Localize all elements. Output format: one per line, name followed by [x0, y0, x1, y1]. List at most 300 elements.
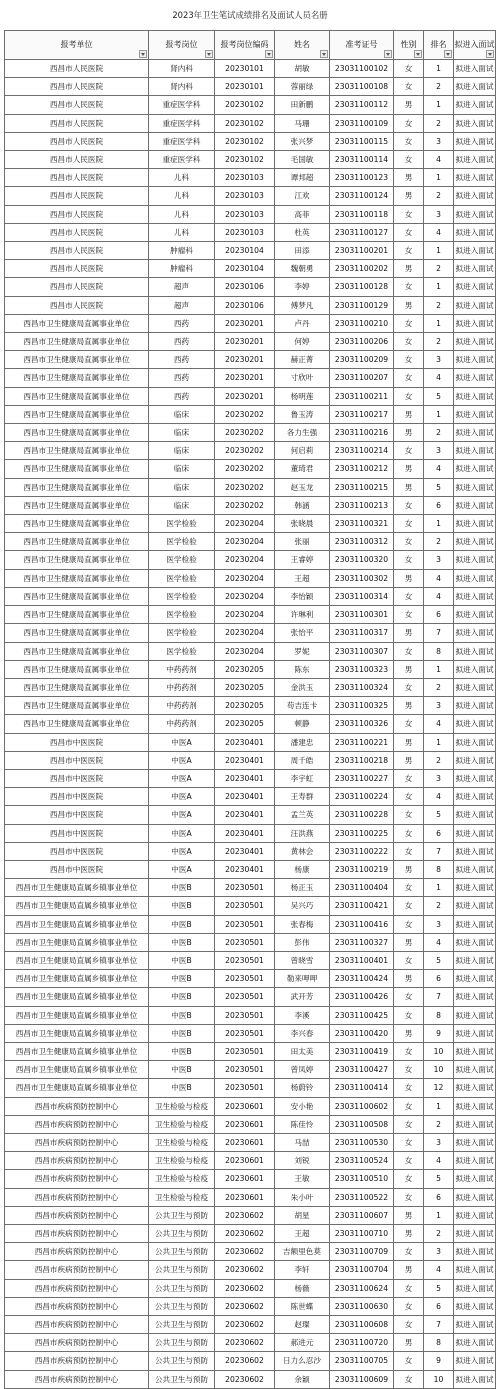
cell-unit[interactable]: 西昌市中医医院: [5, 788, 149, 806]
cell-position-code[interactable]: 20230202: [215, 496, 275, 514]
cell-exam-number[interactable]: 23031100210: [330, 314, 394, 332]
cell-name[interactable]: 马喆: [275, 1133, 330, 1151]
cell-position[interactable]: 肾内科: [149, 60, 215, 78]
cell-gender[interactable]: 男: [394, 424, 424, 442]
cell-gender[interactable]: 男: [394, 1206, 424, 1224]
cell-exam-number[interactable]: 23031100404: [330, 879, 394, 897]
cell-interview[interactable]: 拟进入面试: [454, 187, 496, 205]
cell-rank[interactable]: 4: [424, 715, 454, 733]
cell-position[interactable]: 临床: [149, 405, 215, 423]
cell-unit[interactable]: 西昌市疾病预防控制中心: [5, 1115, 149, 1133]
cell-position-code[interactable]: 20230201: [215, 314, 275, 332]
cell-gender[interactable]: 女: [394, 551, 424, 569]
cell-exam-number[interactable]: 23031100211: [330, 387, 394, 405]
cell-gender[interactable]: 男: [394, 1225, 424, 1243]
cell-position[interactable]: 公共卫生与预防: [149, 1316, 215, 1334]
cell-exam-number[interactable]: 23031100212: [330, 460, 394, 478]
cell-interview[interactable]: 拟进入面试: [454, 697, 496, 715]
filter-dropdown-icon[interactable]: [205, 50, 213, 58]
cell-unit[interactable]: 西昌市卫生健康局直属事业单位: [5, 533, 149, 551]
cell-rank[interactable]: 8: [424, 1334, 454, 1352]
cell-gender[interactable]: 女: [394, 1370, 424, 1388]
cell-name[interactable]: 陈东: [275, 660, 330, 678]
cell-interview[interactable]: 拟进入面试: [454, 151, 496, 169]
cell-name[interactable]: 何启莉: [275, 442, 330, 460]
cell-exam-number[interactable]: 23031100327: [330, 933, 394, 951]
cell-rank[interactable]: 3: [424, 132, 454, 150]
cell-unit[interactable]: 西昌市中医医院: [5, 733, 149, 751]
cell-rank[interactable]: 3: [424, 205, 454, 223]
cell-position[interactable]: 公共卫生与预防: [149, 1334, 215, 1352]
cell-position-code[interactable]: 20230602: [215, 1225, 275, 1243]
cell-gender[interactable]: 女: [394, 587, 424, 605]
cell-position[interactable]: 中医B: [149, 915, 215, 933]
cell-exam-number[interactable]: 23031100102: [330, 60, 394, 78]
cell-name[interactable]: 潘建忠: [275, 733, 330, 751]
cell-interview[interactable]: 拟进入面试: [454, 1079, 496, 1097]
cell-exam-number[interactable]: 23031100609: [330, 1370, 394, 1388]
cell-gender[interactable]: 男: [394, 296, 424, 314]
cell-position[interactable]: 西药: [149, 369, 215, 387]
cell-name[interactable]: 寸欣叶: [275, 369, 330, 387]
cell-position-code[interactable]: 20230204: [215, 587, 275, 605]
cell-position[interactable]: 肾内科: [149, 78, 215, 96]
cell-position[interactable]: 西药: [149, 351, 215, 369]
cell-interview[interactable]: 拟进入面试: [454, 842, 496, 860]
cell-rank[interactable]: 5: [424, 387, 454, 405]
cell-rank[interactable]: 1: [424, 733, 454, 751]
cell-position-code[interactable]: 20230602: [215, 1297, 275, 1315]
cell-name[interactable]: 张丽: [275, 533, 330, 551]
cell-exam-number[interactable]: 23031100416: [330, 915, 394, 933]
cell-position-code[interactable]: 20230401: [215, 806, 275, 824]
cell-interview[interactable]: 拟进入面试: [454, 915, 496, 933]
cell-rank[interactable]: 4: [424, 223, 454, 241]
cell-exam-number[interactable]: 23031100314: [330, 587, 394, 605]
cell-exam-number[interactable]: 23031100414: [330, 1079, 394, 1097]
cell-rank[interactable]: 2: [424, 260, 454, 278]
cell-position[interactable]: 重症医学科: [149, 114, 215, 132]
cell-position-code[interactable]: 20230204: [215, 606, 275, 624]
cell-name[interactable]: 田添: [275, 242, 330, 260]
cell-position[interactable]: 医学检验: [149, 642, 215, 660]
cell-unit[interactable]: 西昌市卫生健康局直属事业单位: [5, 551, 149, 569]
cell-position[interactable]: 中医B: [149, 1024, 215, 1042]
cell-exam-number[interactable]: 23031100218: [330, 751, 394, 769]
cell-position-code[interactable]: 20230103: [215, 205, 275, 223]
cell-position-code[interactable]: 20230501: [215, 988, 275, 1006]
cell-gender[interactable]: 女: [394, 60, 424, 78]
cell-position-code[interactable]: 20230104: [215, 242, 275, 260]
cell-exam-number[interactable]: 23031100302: [330, 569, 394, 587]
cell-unit[interactable]: 西昌市卫生健康局直属乡镇事业单位: [5, 915, 149, 933]
cell-position-code[interactable]: 20230501: [215, 1042, 275, 1060]
cell-exam-number[interactable]: 23031100115: [330, 132, 394, 150]
cell-gender[interactable]: 男: [394, 187, 424, 205]
cell-exam-number[interactable]: 23031100201: [330, 242, 394, 260]
cell-position[interactable]: 医学检验: [149, 624, 215, 642]
cell-rank[interactable]: 8: [424, 642, 454, 660]
cell-position[interactable]: 肿瘤科: [149, 242, 215, 260]
cell-position-code[interactable]: 20230103: [215, 169, 275, 187]
cell-gender[interactable]: 女: [394, 533, 424, 551]
cell-interview[interactable]: 拟进入面试: [454, 1370, 496, 1388]
cell-rank[interactable]: 6: [424, 496, 454, 514]
cell-interview[interactable]: 拟进入面试: [454, 78, 496, 96]
cell-name[interactable]: 陈世蝶: [275, 1297, 330, 1315]
cell-name[interactable]: 赵玉龙: [275, 478, 330, 496]
cell-position-code[interactable]: 20230205: [215, 678, 275, 696]
cell-name[interactable]: 田新鹏: [275, 96, 330, 114]
cell-gender[interactable]: 女: [394, 1115, 424, 1133]
cell-interview[interactable]: 拟进入面试: [454, 296, 496, 314]
cell-unit[interactable]: 西昌市卫生健康局直属事业单位: [5, 387, 149, 405]
cell-gender[interactable]: 女: [394, 515, 424, 533]
cell-position[interactable]: 重症医学科: [149, 96, 215, 114]
cell-name[interactable]: 曾晓雪: [275, 951, 330, 969]
cell-gender[interactable]: 女: [394, 988, 424, 1006]
cell-gender[interactable]: 女: [394, 1097, 424, 1115]
cell-gender[interactable]: 女: [394, 842, 424, 860]
cell-name[interactable]: 傅梦凡: [275, 296, 330, 314]
cell-position-code[interactable]: 20230601: [215, 1115, 275, 1133]
cell-rank[interactable]: 4: [424, 587, 454, 605]
cell-name[interactable]: 王睿婷: [275, 551, 330, 569]
cell-unit[interactable]: 西昌市疾病预防控制中心: [5, 1316, 149, 1334]
cell-interview[interactable]: 拟进入面试: [454, 169, 496, 187]
cell-position-code[interactable]: 20230201: [215, 351, 275, 369]
cell-name[interactable]: 蓉丽绿: [275, 78, 330, 96]
cell-gender[interactable]: 男: [394, 660, 424, 678]
cell-gender[interactable]: 男: [394, 1334, 424, 1352]
cell-position[interactable]: 临床: [149, 460, 215, 478]
cell-rank[interactable]: 2: [424, 751, 454, 769]
cell-unit[interactable]: 西昌市疾病预防控制中心: [5, 1170, 149, 1188]
cell-unit[interactable]: 西昌市卫生健康局直属乡镇事业单位: [5, 1079, 149, 1097]
cell-gender[interactable]: 女: [394, 642, 424, 660]
cell-unit[interactable]: 西昌市人民医院: [5, 169, 149, 187]
cell-gender[interactable]: 男: [394, 1024, 424, 1042]
cell-rank[interactable]: 2: [424, 424, 454, 442]
cell-unit[interactable]: 西昌市疾病预防控制中心: [5, 1152, 149, 1170]
cell-gender[interactable]: 女: [394, 114, 424, 132]
cell-unit[interactable]: 西昌市疾病预防控制中心: [5, 1133, 149, 1151]
cell-gender[interactable]: 女: [394, 879, 424, 897]
cell-rank[interactable]: 4: [424, 151, 454, 169]
cell-position-code[interactable]: 20230202: [215, 424, 275, 442]
cell-gender[interactable]: 女: [394, 1006, 424, 1024]
cell-gender[interactable]: 女: [394, 769, 424, 787]
cell-position[interactable]: 中医A: [149, 860, 215, 878]
cell-position-code[interactable]: 20230401: [215, 860, 275, 878]
cell-position[interactable]: 中医A: [149, 824, 215, 842]
cell-position-code[interactable]: 20230601: [215, 1188, 275, 1206]
cell-exam-number[interactable]: 23031100124: [330, 187, 394, 205]
cell-rank[interactable]: 2: [424, 897, 454, 915]
cell-unit[interactable]: 西昌市卫生健康局直属事业单位: [5, 642, 149, 660]
cell-position[interactable]: 医学检验: [149, 606, 215, 624]
cell-position-code[interactable]: 20230201: [215, 387, 275, 405]
cell-gender[interactable]: 女: [394, 951, 424, 969]
cell-unit[interactable]: 西昌市疾病预防控制中心: [5, 1097, 149, 1115]
cell-interview[interactable]: 拟进入面试: [454, 460, 496, 478]
cell-unit[interactable]: 西昌市卫生健康局直属乡镇事业单位: [5, 1024, 149, 1042]
cell-gender[interactable]: 男: [394, 96, 424, 114]
cell-unit[interactable]: 西昌市疾病预防控制中心: [5, 1261, 149, 1279]
cell-interview[interactable]: 拟进入面试: [454, 733, 496, 751]
cell-unit[interactable]: 西昌市卫生健康局直属乡镇事业单位: [5, 1042, 149, 1060]
cell-position[interactable]: 中医B: [149, 970, 215, 988]
cell-gender[interactable]: 男: [394, 405, 424, 423]
cell-interview[interactable]: 拟进入面试: [454, 223, 496, 241]
cell-interview[interactable]: 拟进入面试: [454, 1170, 496, 1188]
cell-position[interactable]: 中医B: [149, 1061, 215, 1079]
cell-position[interactable]: 中医A: [149, 751, 215, 769]
cell-position[interactable]: 卫生检验与检疫: [149, 1188, 215, 1206]
cell-position-code[interactable]: 20230602: [215, 1243, 275, 1261]
cell-name[interactable]: 杜英: [275, 223, 330, 241]
cell-gender[interactable]: 女: [394, 387, 424, 405]
cell-rank[interactable]: 1: [424, 879, 454, 897]
cell-interview[interactable]: 拟进入面试: [454, 1297, 496, 1315]
cell-position[interactable]: 卫生检验与检疫: [149, 1133, 215, 1151]
cell-position[interactable]: 中医B: [149, 1079, 215, 1097]
cell-exam-number[interactable]: 23031100419: [330, 1042, 394, 1060]
cell-rank[interactable]: 10: [424, 1370, 454, 1388]
cell-interview[interactable]: 拟进入面试: [454, 806, 496, 824]
cell-exam-number[interactable]: 23031100109: [330, 114, 394, 132]
cell-unit[interactable]: 西昌市卫生健康局直属事业单位: [5, 333, 149, 351]
cell-position-code[interactable]: 20230501: [215, 879, 275, 897]
cell-gender[interactable]: 女: [394, 788, 424, 806]
cell-position-code[interactable]: 20230101: [215, 60, 275, 78]
cell-gender[interactable]: 男: [394, 860, 424, 878]
header-gender[interactable]: 性别: [394, 31, 424, 60]
cell-name[interactable]: 郝进元: [275, 1334, 330, 1352]
cell-exam-number[interactable]: 23031100202: [330, 260, 394, 278]
cell-position-code[interactable]: 20230202: [215, 442, 275, 460]
filter-dropdown-icon[interactable]: [414, 50, 422, 58]
cell-interview[interactable]: 拟进入面试: [454, 897, 496, 915]
cell-unit[interactable]: 西昌市人民医院: [5, 242, 149, 260]
cell-unit[interactable]: 西昌市卫生健康局直属乡镇事业单位: [5, 933, 149, 951]
cell-position-code[interactable]: 20230501: [215, 970, 275, 988]
cell-gender[interactable]: 男: [394, 478, 424, 496]
cell-interview[interactable]: 拟进入面试: [454, 405, 496, 423]
cell-unit[interactable]: 西昌市卫生健康局直属事业单位: [5, 351, 149, 369]
cell-rank[interactable]: 1: [424, 660, 454, 678]
cell-unit[interactable]: 西昌市卫生健康局直属事业单位: [5, 606, 149, 624]
cell-position-code[interactable]: 20230101: [215, 78, 275, 96]
cell-name[interactable]: 张兴梦: [275, 132, 330, 150]
cell-gender[interactable]: 女: [394, 715, 424, 733]
cell-name[interactable]: 马珊: [275, 114, 330, 132]
cell-rank[interactable]: 2: [424, 1225, 454, 1243]
cell-position[interactable]: 中医B: [149, 951, 215, 969]
cell-position-code[interactable]: 20230602: [215, 1352, 275, 1370]
cell-rank[interactable]: 2: [424, 533, 454, 551]
cell-unit[interactable]: 西昌市疾病预防控制中心: [5, 1352, 149, 1370]
cell-unit[interactable]: 西昌市疾病预防控制中心: [5, 1188, 149, 1206]
cell-unit[interactable]: 西昌市人民医院: [5, 187, 149, 205]
cell-position-code[interactable]: 20230106: [215, 278, 275, 296]
cell-position-code[interactable]: 20230201: [215, 333, 275, 351]
header-exam-number[interactable]: 准考证号: [330, 31, 394, 60]
cell-exam-number[interactable]: 23031100510: [330, 1170, 394, 1188]
cell-interview[interactable]: 拟进入面试: [454, 260, 496, 278]
cell-unit[interactable]: 西昌市中医医院: [5, 769, 149, 787]
cell-gender[interactable]: 女: [394, 1352, 424, 1370]
cell-name[interactable]: 陈佳怜: [275, 1115, 330, 1133]
cell-rank[interactable]: 5: [424, 478, 454, 496]
cell-name[interactable]: 鲁玉涛: [275, 405, 330, 423]
cell-gender[interactable]: 女: [394, 1042, 424, 1060]
cell-gender[interactable]: 女: [394, 1316, 424, 1334]
cell-unit[interactable]: 西昌市卫生健康局直属乡镇事业单位: [5, 988, 149, 1006]
cell-position-code[interactable]: 20230602: [215, 1334, 275, 1352]
cell-unit[interactable]: 西昌市卫生健康局直属事业单位: [5, 587, 149, 605]
cell-unit[interactable]: 西昌市疾病预防控制中心: [5, 1225, 149, 1243]
cell-gender[interactable]: 女: [394, 806, 424, 824]
cell-rank[interactable]: 7: [424, 988, 454, 1006]
cell-position[interactable]: 中医B: [149, 1042, 215, 1060]
cell-rank[interactable]: 3: [424, 551, 454, 569]
cell-position-code[interactable]: 20230602: [215, 1261, 275, 1279]
cell-rank[interactable]: 7: [424, 1316, 454, 1334]
cell-name[interactable]: 彭伟: [275, 933, 330, 951]
cell-gender[interactable]: 男: [394, 933, 424, 951]
cell-interview[interactable]: 拟进入面试: [454, 351, 496, 369]
cell-position[interactable]: 西药: [149, 387, 215, 405]
cell-position-code[interactable]: 20230501: [215, 933, 275, 951]
cell-rank[interactable]: 1: [424, 515, 454, 533]
cell-exam-number[interactable]: 23031100128: [330, 278, 394, 296]
cell-position-code[interactable]: 20230201: [215, 369, 275, 387]
cell-gender[interactable]: 女: [394, 223, 424, 241]
cell-name[interactable]: 毛国敏: [275, 151, 330, 169]
cell-rank[interactable]: 1: [424, 242, 454, 260]
cell-interview[interactable]: 拟进入面试: [454, 1334, 496, 1352]
header-name[interactable]: 姓名: [275, 31, 330, 60]
cell-rank[interactable]: 1: [424, 169, 454, 187]
cell-rank[interactable]: 4: [424, 933, 454, 951]
cell-exam-number[interactable]: 23031100321: [330, 515, 394, 533]
cell-interview[interactable]: 拟进入面试: [454, 1279, 496, 1297]
cell-name[interactable]: 谭邦超: [275, 169, 330, 187]
cell-rank[interactable]: 3: [424, 697, 454, 715]
cell-position-code[interactable]: 20230103: [215, 223, 275, 241]
cell-position-code[interactable]: 20230204: [215, 624, 275, 642]
cell-gender[interactable]: 男: [394, 733, 424, 751]
cell-position-code[interactable]: 20230202: [215, 460, 275, 478]
cell-unit[interactable]: 西昌市卫生健康局直属乡镇事业单位: [5, 897, 149, 915]
cell-interview[interactable]: 拟进入面试: [454, 606, 496, 624]
cell-name[interactable]: 田太美: [275, 1042, 330, 1060]
cell-exam-number[interactable]: 23031100427: [330, 1061, 394, 1079]
cell-position-code[interactable]: 20230501: [215, 1006, 275, 1024]
cell-position[interactable]: 公共卫生与预防: [149, 1279, 215, 1297]
cell-name[interactable]: 张晓晨: [275, 515, 330, 533]
cell-name[interactable]: 董琦君: [275, 460, 330, 478]
cell-gender[interactable]: 女: [394, 242, 424, 260]
cell-exam-number[interactable]: 23031100710: [330, 1225, 394, 1243]
cell-interview[interactable]: 拟进入面试: [454, 569, 496, 587]
cell-interview[interactable]: 拟进入面试: [454, 933, 496, 951]
cell-unit[interactable]: 西昌市卫生健康局直属事业单位: [5, 478, 149, 496]
cell-name[interactable]: 韩涵: [275, 496, 330, 514]
cell-unit[interactable]: 西昌市卫生健康局直属事业单位: [5, 369, 149, 387]
cell-interview[interactable]: 拟进入面试: [454, 442, 496, 460]
cell-gender[interactable]: 女: [394, 897, 424, 915]
cell-name[interactable]: 李宇虹: [275, 769, 330, 787]
cell-gender[interactable]: 女: [394, 205, 424, 223]
cell-rank[interactable]: 1: [424, 96, 454, 114]
cell-gender[interactable]: 男: [394, 169, 424, 187]
cell-rank[interactable]: 9: [424, 1352, 454, 1370]
cell-interview[interactable]: 拟进入面试: [454, 1024, 496, 1042]
cell-position[interactable]: 儿科: [149, 187, 215, 205]
cell-position-code[interactable]: 20230501: [215, 1024, 275, 1042]
cell-interview[interactable]: 拟进入面试: [454, 970, 496, 988]
cell-exam-number[interactable]: 23031100317: [330, 624, 394, 642]
cell-name[interactable]: 罗妮: [275, 642, 330, 660]
cell-interview[interactable]: 拟进入面试: [454, 1006, 496, 1024]
cell-exam-number[interactable]: 23031100508: [330, 1115, 394, 1133]
cell-name[interactable]: 顿静: [275, 715, 330, 733]
cell-rank[interactable]: 10: [424, 1061, 454, 1079]
header-position[interactable]: 报考岗位: [149, 31, 215, 60]
cell-name[interactable]: 高菲: [275, 205, 330, 223]
cell-interview[interactable]: 拟进入面试: [454, 1042, 496, 1060]
cell-exam-number[interactable]: 23031100426: [330, 988, 394, 1006]
cell-name[interactable]: 李婷: [275, 278, 330, 296]
cell-position[interactable]: 重症医学科: [149, 132, 215, 150]
cell-unit[interactable]: 西昌市疾病预防控制中心: [5, 1206, 149, 1224]
cell-rank[interactable]: 5: [424, 1279, 454, 1297]
cell-exam-number[interactable]: 23031100108: [330, 78, 394, 96]
cell-exam-number[interactable]: 23031100207: [330, 369, 394, 387]
cell-position[interactable]: 医学检验: [149, 515, 215, 533]
cell-name[interactable]: 朱小叶: [275, 1188, 330, 1206]
cell-interview[interactable]: 拟进入面试: [454, 369, 496, 387]
cell-unit[interactable]: 西昌市中医医院: [5, 806, 149, 824]
cell-exam-number[interactable]: 23031100227: [330, 769, 394, 787]
cell-unit[interactable]: 西昌市卫生健康局直属事业单位: [5, 442, 149, 460]
cell-position[interactable]: 卫生检验与检疫: [149, 1097, 215, 1115]
filter-dropdown-icon[interactable]: [139, 50, 147, 58]
cell-rank[interactable]: 9: [424, 1024, 454, 1042]
cell-unit[interactable]: 西昌市卫生健康局直属事业单位: [5, 405, 149, 423]
cell-position[interactable]: 中医A: [149, 769, 215, 787]
cell-interview[interactable]: 拟进入面试: [454, 333, 496, 351]
cell-unit[interactable]: 西昌市疾病预防控制中心: [5, 1334, 149, 1352]
cell-position-code[interactable]: 20230501: [215, 951, 275, 969]
cell-exam-number[interactable]: 23031100129: [330, 296, 394, 314]
header-interview[interactable]: 拟进入面试: [454, 31, 496, 60]
cell-position[interactable]: 中医A: [149, 842, 215, 860]
cell-name[interactable]: 杨薇: [275, 1279, 330, 1297]
cell-rank[interactable]: 5: [424, 806, 454, 824]
cell-interview[interactable]: 拟进入面试: [454, 60, 496, 78]
cell-interview[interactable]: 拟进入面试: [454, 751, 496, 769]
cell-position-code[interactable]: 20230602: [215, 1279, 275, 1297]
cell-exam-number[interactable]: 23031100607: [330, 1206, 394, 1224]
cell-unit[interactable]: 西昌市卫生健康局直属事业单位: [5, 569, 149, 587]
cell-gender[interactable]: 女: [394, 1133, 424, 1151]
cell-name[interactable]: 日力么忍沙: [275, 1352, 330, 1370]
cell-gender[interactable]: 男: [394, 1261, 424, 1279]
cell-name[interactable]: 杨康: [275, 860, 330, 878]
